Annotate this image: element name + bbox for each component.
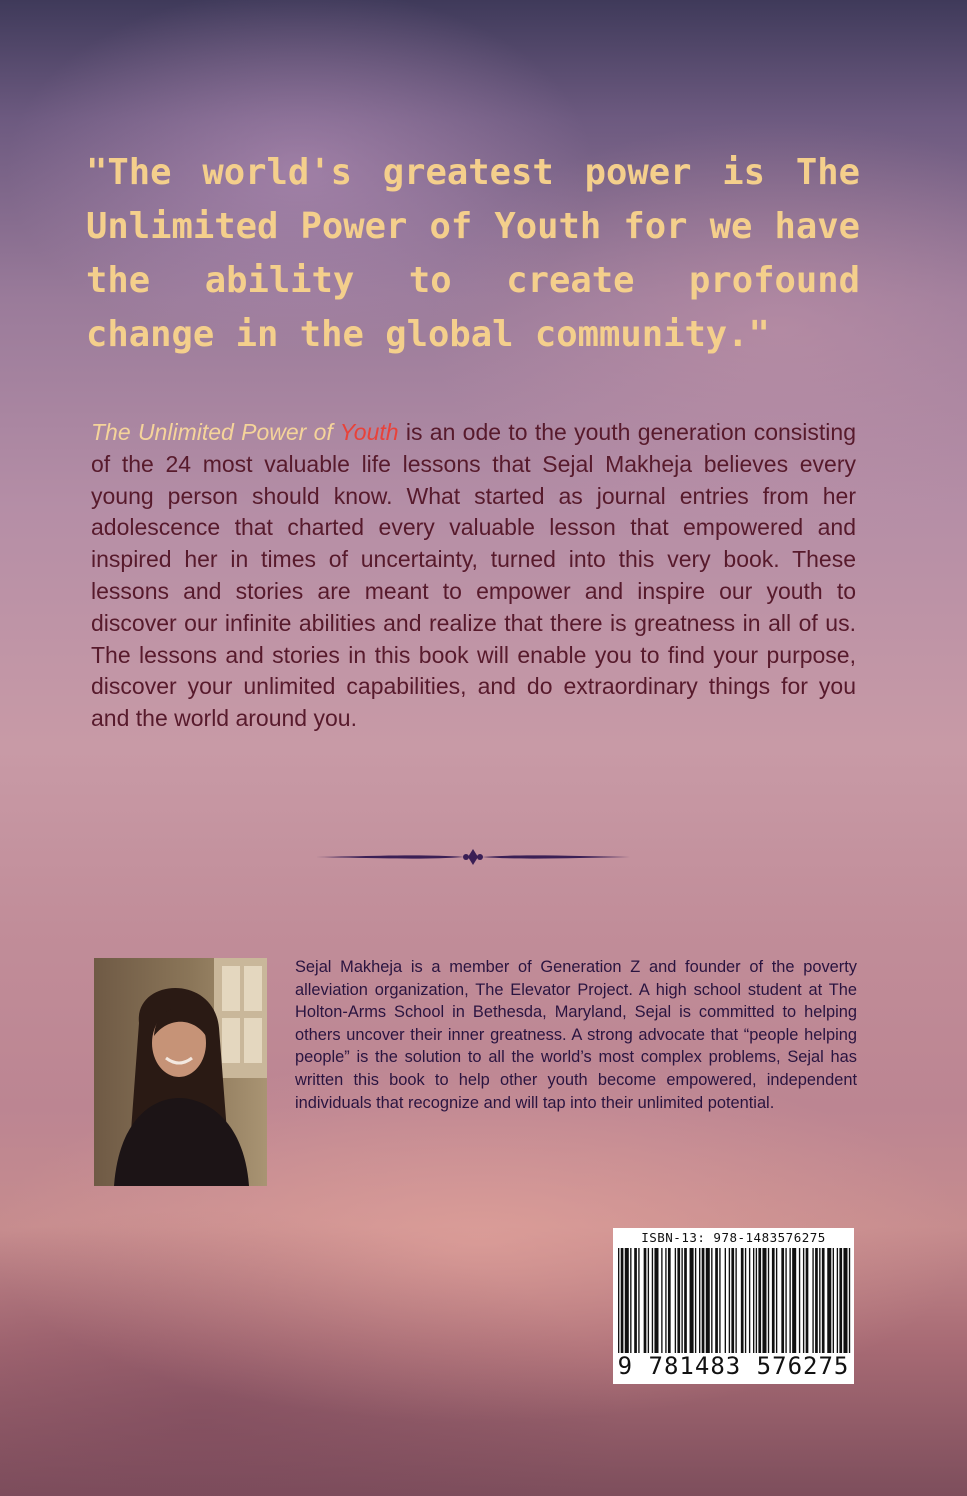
barcode-bar — [758, 1248, 761, 1353]
barcode-bar — [690, 1248, 694, 1353]
barcode-bar — [768, 1248, 769, 1353]
barcode-bar — [819, 1248, 820, 1353]
ornament-divider — [314, 846, 632, 868]
author-bio: Sejal Makheja is a member of Generation Z and founder of the poverty alleviation organization, The Elevator Project. A high school student at The Holton-Arms School in Bethesda, Maryland, Sejal is committed to helping others uncover their inner greatness. A strong advocate that “people helping people” is the solution to all the world’s most complex problems, Sejal has written this book to help other youth become empowered, independent individuals that recognize and will tap into their unlimited potential. — [295, 958, 857, 1112]
barcode-bar — [661, 1248, 662, 1353]
barcode-bar — [785, 1248, 786, 1353]
barcode-bar — [634, 1248, 637, 1353]
barcode-bar — [638, 1248, 639, 1353]
barcode-bar — [745, 1248, 746, 1353]
barcode-bar — [822, 1248, 825, 1353]
barcode-bar — [741, 1248, 744, 1353]
barcode-bar — [731, 1248, 734, 1353]
barcode-bar — [756, 1248, 757, 1353]
barcode-bar — [681, 1248, 682, 1353]
barcode-bar — [837, 1248, 838, 1353]
barcode-bar — [815, 1248, 818, 1353]
barcode-bar — [644, 1248, 647, 1353]
barcode-bar — [621, 1248, 624, 1353]
barcode-bar — [715, 1248, 718, 1353]
cover-quote: "The world's greatest power is The Unlimited Power of Youth for we have the ability to create profound change in the global community." — [86, 152, 860, 355]
barcode-bar — [789, 1248, 790, 1353]
barcode-bar — [630, 1248, 631, 1353]
book-description — [91, 417, 856, 735]
barcode-bar — [648, 1248, 649, 1353]
barcode-bar — [729, 1248, 730, 1353]
book-title-part1: The Unlimited Power of — [91, 419, 340, 445]
isbn-label: ISBN-13: 978-1483576275 — [641, 1230, 826, 1245]
barcode-bar — [843, 1248, 847, 1353]
barcode-bar — [719, 1248, 720, 1353]
barcode-bar — [625, 1248, 629, 1353]
barcode-bar — [618, 1248, 619, 1353]
barcode-bar — [772, 1248, 775, 1353]
barcode-bar — [665, 1248, 666, 1353]
barcode-bar — [781, 1248, 784, 1353]
barcode-bar — [677, 1248, 680, 1353]
barcode-bar — [702, 1248, 705, 1353]
barcode-bar — [749, 1248, 750, 1353]
barcode-bars — [616, 1248, 851, 1353]
description-text: is an ode to the youth generation consisting of the 24 most valuable life lessons that Sejal Makheja believes every young person should know. What started as journal entries from her adolescence that charted every valuable lesson that empowered and inspired her in times of uncertainty, turned into this very book. These lessons and stories are meant to empower and inspire our youth to discover our infinite abilities and realize that there is greatness in all of us. The lessons and stories in this book will enable you to find your purpose, discover your unlimited capabilities, and do extraordinary things for you and the world around you. — [91, 419, 856, 732]
barcode-bar — [706, 1248, 710, 1353]
author-photo — [94, 958, 267, 1186]
isbn-barcode — [613, 1228, 854, 1384]
barcode-bar — [799, 1248, 800, 1353]
barcode-bar — [753, 1248, 754, 1353]
barcode-bar — [735, 1248, 736, 1353]
book-title-part2: Youth — [339, 419, 399, 445]
barcode-bar — [652, 1248, 653, 1353]
barcode-bar — [762, 1248, 766, 1353]
barcode-bar — [827, 1248, 831, 1353]
barcode-bar — [654, 1248, 658, 1353]
isbn-digits: 9 781483 576275 — [617, 1352, 850, 1380]
barcode-bar — [776, 1248, 777, 1353]
barcode-bar — [833, 1248, 834, 1353]
barcode-bar — [792, 1248, 796, 1353]
barcode-bar — [803, 1248, 804, 1353]
barcode-bar — [812, 1248, 813, 1353]
barcode-bar — [711, 1248, 712, 1353]
barcode-bar — [668, 1248, 671, 1353]
barcode-bar — [725, 1248, 726, 1353]
barcode-bar — [675, 1248, 676, 1353]
barcode-bar — [684, 1248, 687, 1353]
barcode-bar — [839, 1248, 842, 1353]
barcode-bar — [699, 1248, 700, 1353]
barcode-bar — [806, 1248, 809, 1353]
barcode-bar — [849, 1248, 850, 1353]
barcode-bar — [695, 1248, 696, 1353]
